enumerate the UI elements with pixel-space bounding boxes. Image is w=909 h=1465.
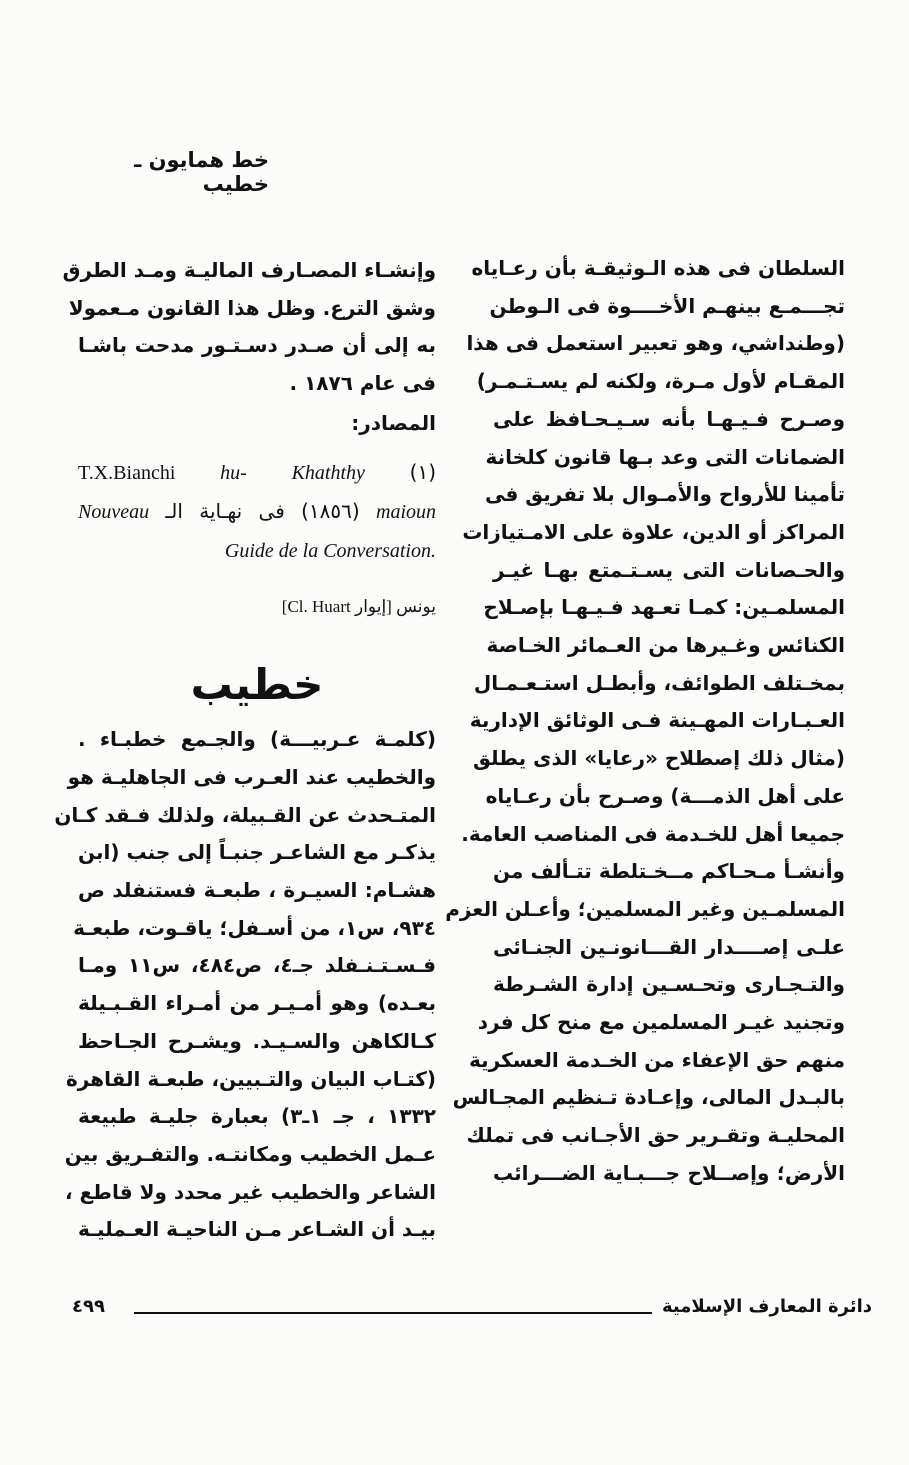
page-footer [72,1296,872,1326]
text-line: علـى إصــــدار القـــانونـين الجنـائى [493,934,845,959]
footer-rule [134,1312,652,1314]
text-line: المسلمـين وغير المسلمين؛ وأعـلن العزم [445,896,845,921]
page-number: ٤٩٩ [72,1296,105,1317]
reference-book-title: .Guide de la Conversation [224,539,436,562]
reference-entry [78,453,436,570]
text-line: منهم حق الإعفاء من الخـدمة العسكرية [468,1047,845,1072]
text-line: وإنشـاء المصـارف الماليـة ومـد الطرق [62,258,436,282]
sources-heading: المصادر: [351,410,436,435]
text-line: بالبـدل المالى، وإعـادة تـنظيم المجـالس [452,1085,845,1110]
text-line: والتـجـارى وتحـسـين إدارة الشـرطة [493,972,845,997]
text-line: ٩٣٤، س١، من أسـفل؛ ياقـوت، طبعـة [73,915,436,940]
text-line: المتـحدث عن القـبيلة، ولذلك فـقد كـان [54,802,436,827]
text-line: العـبـارات المهـينة فـى الوثائق الإدارية [469,708,845,733]
reference-title-part: maioun [376,500,436,523]
continuation-paragraph [62,252,436,403]
text-line: المسلمـين: كمـا تعـهد فـيـهـا بإصـلاح [483,595,845,620]
text-line: تجـــمـع بينهـم الأخــــوة فى الـوطن [489,293,845,318]
text-line: عـمل الخطيب ومكانتـه. والتفـريق بين [64,1141,436,1166]
reference-number: (١) [409,459,437,484]
reference-author: T.X.Bianchi [78,461,176,484]
text-line: (كلمـة عـربيـــة) والجـمع خطبـاء . [78,727,436,752]
text-line: يذكـر مع الشاعـر جنبـاً إلى جنب (ابن [78,840,436,865]
text-line: على أهل الذمـــة) وصـرح بأن رعـاياه [485,783,845,808]
running-header: خط همايون ـ خطيب [134,148,269,196]
text-line: الأرض؛ وإصــلاح جـــبـاية الضـــرائب [493,1160,845,1185]
text-line: تأمينا للأرواح والأمـوال بلا تفريق فى [484,482,845,507]
journal-title: دائرة المعارف الإسلامية [661,1296,872,1317]
text-line: هشـام: السيـرة ، طبعـة فستنفلد ص [78,878,436,903]
article-title: خطيب [190,660,324,710]
text-line: والخطيب عند العـرب فى الجاهليـة هو [67,764,436,789]
text-line: السلطان فى هذه الـوثيقـة بأن رعـاياه [471,256,845,280]
reference-year: (١٨٥٦) فى نهـاية الـ [165,498,360,523]
text-line: بمخـتلف الطوائف، وأبطـل استـعـمـال [473,670,845,695]
text-line: المراكز أو الدين، علاوة على الامـتيازات [462,519,845,544]
text-line: والحـصانات التى يسـتـمتع بهـا غيـر [493,557,845,582]
text-line: فـسـتـنـفلد جـ٤، ص٤٨٤، س١١ ومـا [78,953,436,978]
text-line: (كتـاب البيان والتـبيين، طبعـة القاهرة [65,1066,436,1091]
text-line: (وطنداشي، وهو تعبير استعمل فى هذا [466,331,845,356]
text-line: ١٣٣٢ ، جـ ١ـ٣) بعبارة جليـة طبيعة [78,1104,436,1129]
left-column [54,252,437,1249]
right-column [445,250,845,1193]
text-line: وتجنيد غيـر المسلمين مع منح كل فرد [477,1010,845,1035]
text-line: المقـام لأول مـرة، ولكنه لم يسـتـمـر) [476,369,845,394]
text-line: الضمانات التى وعد بـها قانون كلخانة [485,444,845,469]
text-line: وأنشـأ مـحـاكم مــخـتلطة تتـألف من [493,859,845,884]
reference-book-title: Nouveau [78,500,150,523]
text-line: بيـد أن الشـاعر مـن الناحيـة العـمليـة [78,1217,436,1242]
author-signature: يونس [إيوار Cl. Huart] [281,596,436,616]
text-line: المحليـة وتقـرير حق الأجـانب فى تملك [466,1123,845,1148]
article-paragraph [54,721,436,1249]
text-line: (مثال ذلك إصطلاح «رعايا» الذى يطلق [472,746,845,771]
text-line: الكنائس وغـيرها من العـمائر الخـاصة [486,633,845,658]
text-line: كـالكاهن والسـيـد. ويشـرح الجـاحظ [78,1028,436,1053]
reference-title-part: Khaththy [291,461,365,484]
text-line: فى عام ١٨٧٦ . [289,371,436,396]
text-line: جميعا أهل للخـدمة فى المناصب العامة. [461,821,845,846]
text-line: به إلى أن صـدر دسـتـور مدحت باشـا [78,333,436,358]
reference-title-part: hu- [220,461,247,484]
text-line: الشاعر والخطيب غير محدد ولا قاطع ، [64,1179,436,1204]
text-line: بعـده) وهو أمـيـر من أمـراء القـبـيلة [78,991,436,1016]
text-line: وشق الترع. وظل هذا القانون مـعمولا [68,295,436,320]
text-line: وصـرح فـيـهـا بأنه سـيـحـافظ على [493,406,845,431]
